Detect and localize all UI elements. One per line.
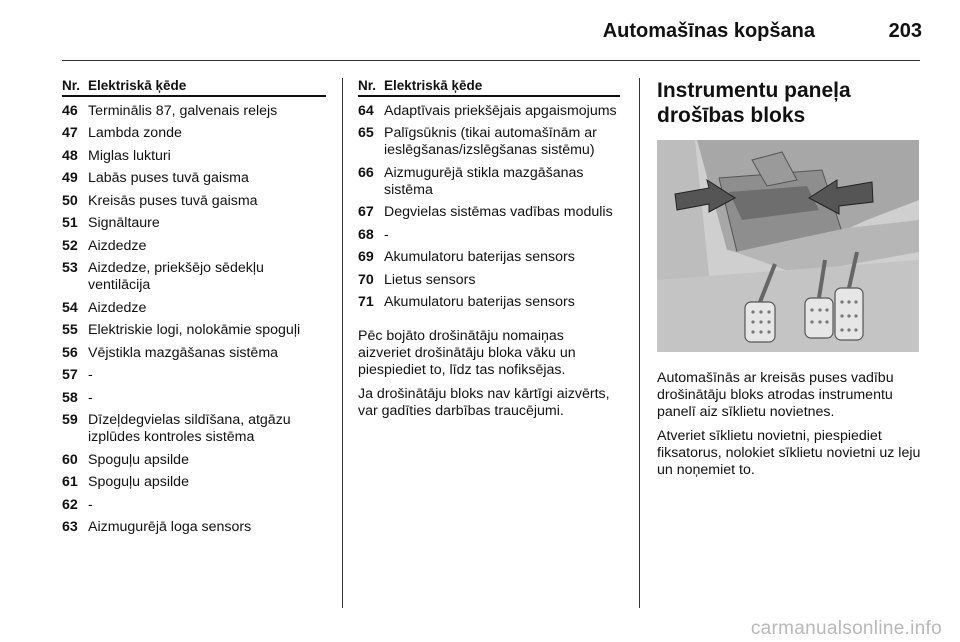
table-row [62,238,326,255]
body-paragraph: Pēc bojāto drošinātāju nomaiņas aizveriet drošinātāju bloka vāku un piespiediet to, līdz tas nofiksējas. [358,328,576,378]
body-paragraph: Ja drošinātāju bloks nav kārtīgi aizvērts, var gadīties darbības traucējumi. [358,386,610,419]
fuse-number: 61 [62,474,78,490]
running-header-title: Automašīnas kopšana [602,20,815,42]
column-divider-2 [639,78,640,608]
instrument-panel-section [657,78,921,486]
fuse-circuit: - [88,389,93,406]
fuse-circuit: Adaptīvais priekšējais apgaismojums [384,102,617,119]
fuse-circuit: Aizmugurējā stikla mazgāšanas sistēma [384,164,584,198]
table-row [62,390,326,407]
table-row [358,165,620,199]
fuse-number: 49 [62,170,78,186]
fuse-number: 52 [62,237,78,254]
fuse-circuit: Lietus sensors [384,271,476,288]
table-header-circuit: Elektriskā ķēde [384,78,483,93]
table-header-circuit: Elektriskā ķēde [88,78,187,93]
fuse-table-header [62,78,326,97]
table-row [62,519,326,536]
fuse-number: 67 [358,204,374,220]
table-row [358,125,620,159]
table-row [62,300,326,317]
fuse-circuit: Vējstikla mazgāšanas sistēma [88,344,279,361]
table-row [62,452,326,469]
table-header-nr: Nr. [62,78,81,93]
table-row [358,272,620,289]
table-row [62,497,326,514]
fuse-circuit: Aizdedze [88,237,147,254]
fuse-table-rows [358,103,620,312]
fuse-circuit: Terminālis 87, galvenais relejs [88,102,278,119]
table-row [62,367,326,384]
fuse-number: 47 [62,125,78,141]
fuse-number: 63 [62,519,78,535]
fuse-circuit: Aizdedze [88,299,147,316]
fuse-circuit: Degvielas sistēmas vadības modulis [384,204,613,220]
fuse-circuit: Palīgsūknis (tikai automašīnām ar ieslēgšanas/izslēgšanas sistēmu) [384,125,597,158]
fuse-circuit: Spoguļu apsilde [88,474,189,490]
fuse-number: 51 [62,215,78,231]
fuse-number: 58 [62,389,78,406]
fuse-number: 57 [62,367,78,383]
fuse-number: 55 [62,322,78,338]
fuse-number: 46 [62,102,78,119]
section-title [657,78,921,128]
fuse-circuit: Miglas lukturi [88,147,171,164]
header-rule [62,60,920,61]
fuse-number: 53 [62,260,78,276]
table-row [62,345,326,362]
fuse-number: 69 [358,249,374,265]
table-row [62,103,326,120]
fuse-table-rows [62,103,326,537]
fuse-circuit: Labās puses tuvā gaisma [88,170,249,186]
table-row [62,193,326,210]
table-row [62,170,326,187]
fuse-circuit: Akumulatoru baterijas sensors [384,249,575,265]
fuse-table-header [358,78,620,97]
fuse-circuit: - [384,226,389,243]
fuse-box-illustration [657,140,919,352]
fuse-number: 64 [358,102,374,119]
watermark: carmanualsonline.info [750,618,942,639]
table-row [358,227,620,244]
fuse-circuit: Aizdedze, priekšējo sēdekļu ventilācija [88,260,264,293]
fuse-number: 48 [62,147,78,164]
fuse-number: 60 [62,451,78,468]
fuse-number: 54 [62,299,78,316]
fuse-table-column-2 [358,78,620,427]
table-row [62,215,326,232]
fuse-circuit: Lambda zonde [88,125,182,141]
fuse-circuit: Kreisās puses tuvā gaisma [88,192,258,209]
fuse-number: 56 [62,344,78,361]
body-paragraph: Automašīnās ar kreisās puses vadību drošinātāju bloks atrodas instrumentu panelī aiz sīklietu novietnes. [657,370,894,420]
table-row [62,474,326,491]
fuse-number: 68 [358,226,374,243]
fuse-number: 66 [358,164,374,181]
fuse-number: 65 [358,125,374,141]
column-divider-1 [342,78,343,608]
section-title-line: Instrumentu paneļa [657,79,851,102]
fuse-number: 71 [358,294,374,310]
table-row [62,412,326,446]
table-row [62,148,326,165]
fuse-circuit: Akumulatoru baterijas sensors [384,294,575,310]
table-row [358,294,620,311]
fuse-circuit: Signāltaure [88,215,160,231]
fuse-circuit: Spoguļu apsilde [88,451,189,468]
fuse-number: 59 [62,412,78,428]
fuse-number: 62 [62,496,78,513]
table-row [358,103,620,120]
page-number: 203 [888,20,922,42]
section-title-line: drošības bloks [657,104,806,127]
table-row [62,260,326,294]
fuse-circuit: Dīzeļdegvielas sildīšana, atgāzu izplūdes kontroles sistēma [88,412,291,445]
fuse-circuit: - [88,367,93,383]
fuse-number: 50 [62,192,78,209]
fuse-number: 70 [358,271,374,288]
fuse-circuit: Aizmugurējā loga sensors [88,519,252,535]
table-row [62,322,326,339]
fuse-circuit: - [88,496,93,513]
body-paragraph: Atveriet sīklietu novietni, piespiediet fiksatorus, nolokiet sīklietu novietni uz leju un noņemiet to. [657,428,921,478]
table-row [358,204,620,221]
table-header-nr: Nr. [358,78,377,93]
table-row [358,249,620,266]
table-row [62,125,326,142]
fuse-table-column-1 [62,78,326,536]
fuse-circuit: Elektriskie logi, nolokāmie spoguļi [88,322,301,338]
